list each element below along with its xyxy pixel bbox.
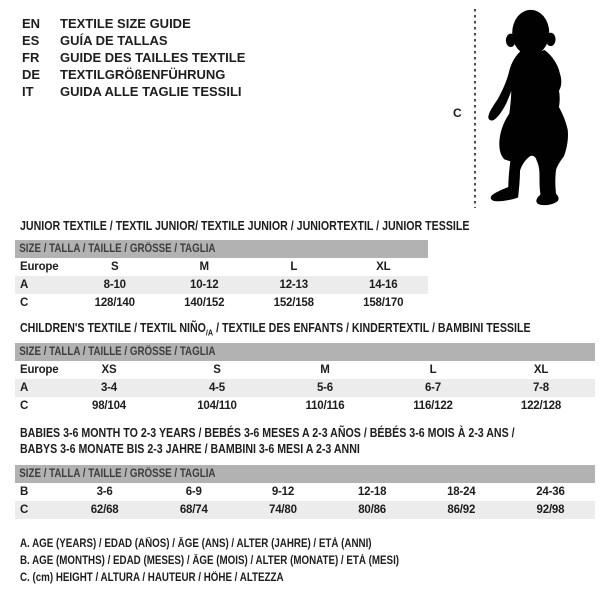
- size-header-bar: [15, 343, 595, 361]
- footnote-a: [20, 536, 466, 553]
- row-label: A: [20, 279, 29, 291]
- cell: 116/122: [413, 400, 453, 412]
- cell: 98/104: [92, 400, 126, 412]
- footnote-text: B. AGE (MONTHS) / EDAD (MESES) / ÂGE (MOIS) / ALTER (MONATE) / ETÀ (MESI): [20, 554, 400, 567]
- cell: 62/68: [90, 504, 119, 516]
- size-header-bar: [15, 240, 428, 258]
- cell: 7-8: [532, 382, 550, 394]
- language-row-it: [22, 83, 245, 100]
- row-label: C: [20, 504, 29, 516]
- cell: 6-9: [185, 486, 202, 498]
- junior-table: [15, 240, 428, 312]
- footnote-text: C. (cm) HEIGHT / ALTURA / HAUTEUR / HÖHE / ALTEZZA: [20, 571, 284, 584]
- cell: 5-6: [316, 382, 334, 394]
- cell: XL: [533, 364, 549, 376]
- babies-table: [15, 465, 595, 519]
- language-row-fr: [22, 49, 245, 66]
- language-code: FR: [22, 50, 40, 65]
- row-label: B: [20, 486, 29, 498]
- language-label: GUÍA DE TALLAS: [60, 33, 168, 48]
- table-row: [15, 501, 595, 519]
- cell: XS: [101, 364, 117, 376]
- title-subscript: /A: [205, 327, 214, 338]
- cell: 92/98: [536, 504, 565, 516]
- junior-table-title: JUNIOR TEXTILE / TEXTIL JUNIOR/ TEXTILE JUNIOR / JUNIORTEXTIL / JUNIOR TESSILE: [20, 219, 470, 233]
- cell: 3-4: [100, 382, 118, 394]
- language-row-de: [22, 66, 245, 83]
- children-table-title: [20, 320, 531, 341]
- size-header-bar: [15, 465, 595, 483]
- language-label: TEXTILE SIZE GUIDE: [60, 16, 191, 31]
- height-measure-label: C: [453, 106, 462, 120]
- cell: L: [290, 261, 298, 273]
- row-label: C: [20, 297, 29, 309]
- size-header-text: SIZE / TALLA / TAILLE / GRÖSSE / TAGLIA: [19, 346, 216, 358]
- title-text: CHILDREN'S TEXTILE / TEXTIL NIÑO: [20, 321, 206, 335]
- cell: 128/140: [94, 297, 135, 309]
- cell: 18-24: [447, 486, 476, 498]
- language-code: EN: [22, 16, 41, 31]
- cell: 104/110: [197, 400, 237, 412]
- height-measure-dotted-line: [474, 9, 476, 208]
- footnotes: [20, 536, 466, 586]
- cell: 158/170: [363, 297, 404, 309]
- table-row: [15, 483, 595, 501]
- row-label: C: [20, 400, 29, 412]
- cell: 24-36: [536, 486, 565, 498]
- cell: 8-10: [103, 279, 126, 291]
- cell: 9-12: [271, 486, 295, 498]
- baby-silhouette-icon: [483, 7, 595, 207]
- cell: 14-16: [369, 279, 398, 291]
- cell: 12-13: [279, 279, 308, 291]
- cell: 110/116: [305, 400, 345, 412]
- title-line-2: BABYS 3-6 MONATE BIS 2-3 JAHRE / BAMBINI 3-6 MESI A 2-3 ANNI: [20, 442, 360, 456]
- footnote-text: A. AGE (YEARS) / EDAD (AÑOS) / ÂGE (ANS) / ALTER (JAHRE) / ETÀ (ANNI): [20, 538, 372, 550]
- cell: 122/128: [520, 400, 562, 412]
- table-row: [15, 258, 428, 276]
- language-code: ES: [22, 33, 40, 48]
- title-line-1: BABIES 3-6 MONTH TO 2-3 YEARS / BEBÉS 3-6 MESES A 2-3 AÑOS / BÉBÉS 3-6 MOIS À 2-3 ANS /: [20, 426, 515, 440]
- row-label: Europe: [20, 261, 59, 273]
- cell: 12-18: [357, 486, 387, 498]
- footnote-b: [20, 553, 466, 570]
- language-header: [22, 15, 245, 100]
- language-row-en: [22, 15, 245, 32]
- cell: M: [199, 261, 209, 273]
- language-label: GUIDA ALLE TAGLIE TESSILI: [60, 84, 242, 99]
- row-label: A: [20, 382, 29, 394]
- table-row: [15, 361, 595, 379]
- table-row: [15, 379, 595, 397]
- language-code: DE: [22, 67, 41, 82]
- language-label: GUIDE DES TAILLES TEXTILE: [60, 50, 246, 65]
- cell: 80/86: [358, 504, 386, 516]
- cell: 86/92: [447, 504, 476, 516]
- cell: L: [429, 364, 437, 376]
- cell: 152/158: [273, 297, 314, 309]
- cell: 74/80: [269, 504, 297, 516]
- cell: XL: [376, 261, 391, 273]
- row-label: Europe: [20, 364, 59, 376]
- cell: M: [320, 364, 330, 376]
- language-code: IT: [22, 84, 34, 99]
- table-row: [15, 397, 595, 415]
- babies-table-title: [20, 425, 515, 457]
- title-text: / TEXTILE DES ENFANTS / KINDERTEXTIL / BAMBINI TESSILE: [213, 321, 531, 335]
- size-header-text: SIZE / TALLA / TAILLE / GRÖSSE / TAGLIA: [19, 243, 216, 255]
- size-header-text: SIZE / TALLA / TAILLE / GRÖSSE / TAGLIA: [19, 468, 216, 480]
- cell: 68/74: [179, 504, 208, 516]
- children-table: [15, 343, 595, 415]
- cell: 140/152: [184, 297, 225, 309]
- cell: 10-12: [190, 279, 219, 291]
- cell: S: [111, 261, 119, 273]
- cell: 4-5: [208, 382, 226, 394]
- cell: S: [213, 364, 221, 376]
- footnote-c: [20, 570, 466, 587]
- language-label: TEXTILGRÖßENFÜHRUNG: [60, 67, 226, 82]
- cell: 6-7: [424, 382, 442, 394]
- table-row: [15, 276, 428, 294]
- table-row: [15, 294, 428, 312]
- cell: 3-6: [96, 486, 113, 498]
- language-row-es: [22, 32, 245, 49]
